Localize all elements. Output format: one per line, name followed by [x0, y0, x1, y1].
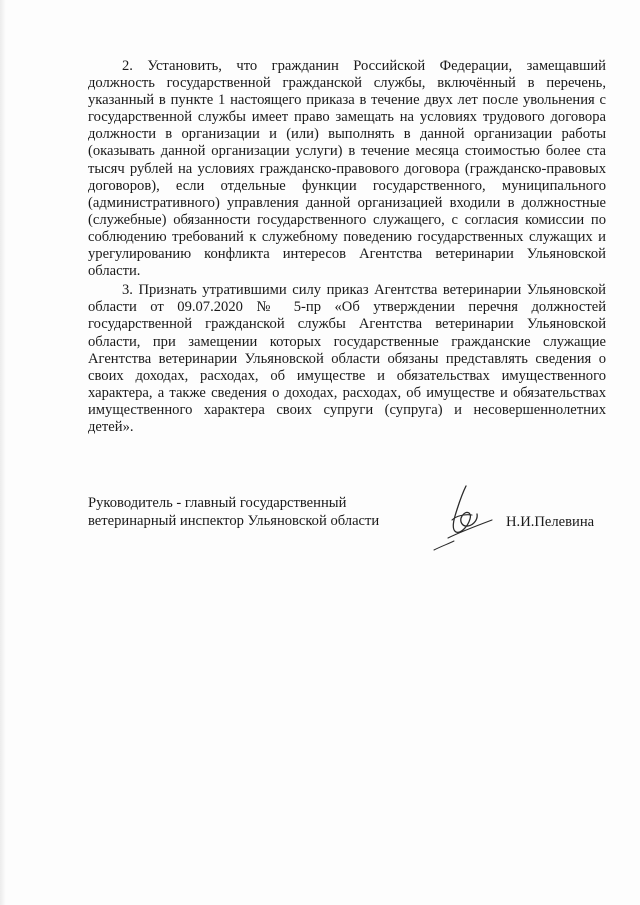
signatory-title-line-1: Руководитель - главный государственный [88, 495, 347, 511]
document-body [88, 58, 606, 438]
handwritten-signature-icon [426, 480, 506, 556]
paragraph-2: 2. Установить, что гражданин Российской Федерации, замещавший должность государственной гражданской службы, включённый в перечень, указанный в пункте 1 настоящего приказа в течение двух лет после увольнения с государственной службы имеет право замещать на условиях трудового договора должности в организации и (или) выполнять в данной организации работы (оказывать данной организации услуги) в течение месяца стоимостью более ста тысяч рублей на условиях гражданско-правового договора (гражданско-правовых договоров), если отдельные функции государственного, муниципального (административного) управления данной организацией входили в должностные (служебные) обязанности государственного служащего, с согласия комиссии по соблюдению требований к служебному поведению государственных служащих и урегулированию конфликта интересов Агентства ветеринарии Ульяновской области. [88, 58, 606, 280]
signatory-name: Н.И.Пелевина [506, 514, 595, 530]
signature-block [88, 494, 608, 564]
signatory-title-line-2: ветеринарный инспектор Ульяновской области [88, 513, 380, 529]
signatory-title [88, 494, 408, 530]
paragraph-3: 3. Признать утратившими силу приказ Агентства ветеринарии Ульяновской области от 09.07.2020 № 5-пр «Об утверждении перечня должностей государственной гражданской службы Агентства ветеринарии Ульяновской области, при замещении которых государственные гражданские служащие Агентства ветеринарии Ульяновской области обязаны представлять сведения о своих доходах, расходах, об имуществе и обязательствах имущественного характера, а также сведения о доходах, расходах, об имуществе и обязательствах имущественного характера своих супруги (супруга) и несовершеннолетних детей». [88, 282, 606, 435]
scan-edge [0, 0, 6, 905]
